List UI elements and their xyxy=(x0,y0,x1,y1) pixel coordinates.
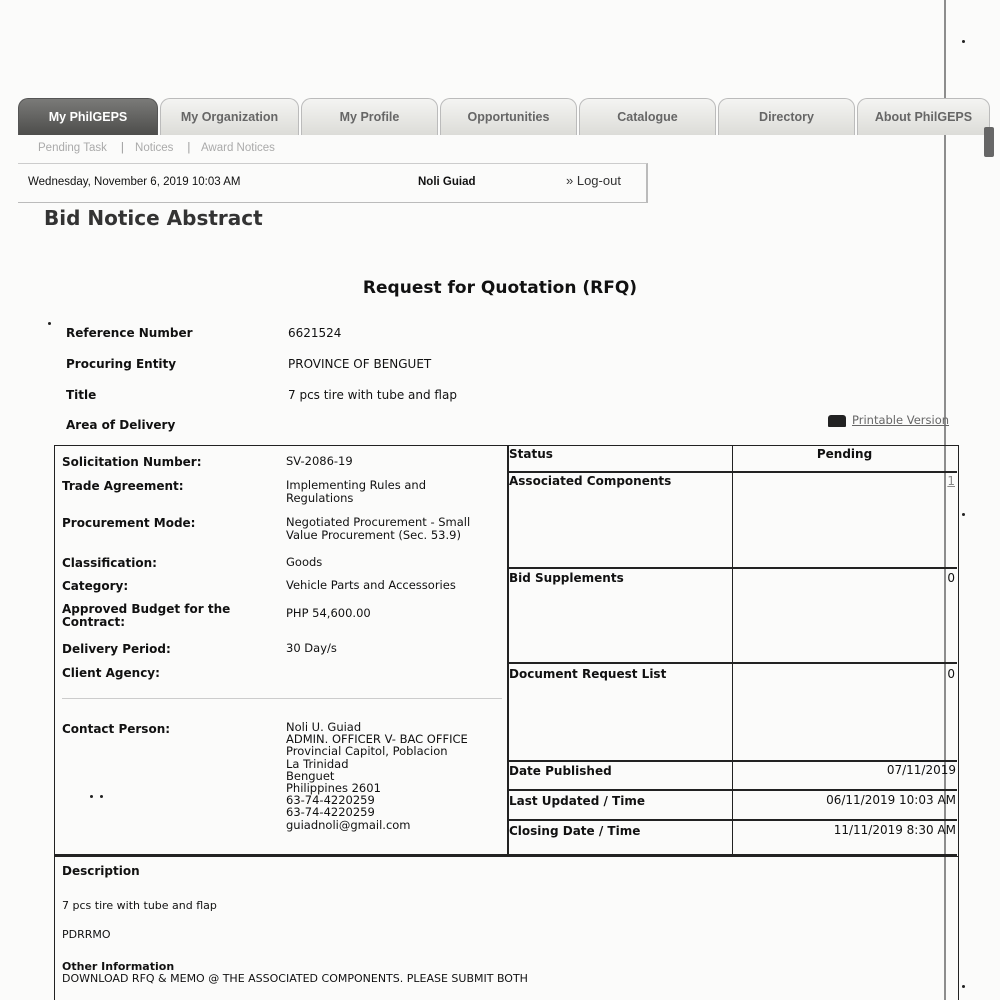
row-line xyxy=(507,567,957,569)
printable-version-link[interactable]: Printable Version xyxy=(852,413,950,427)
row-line xyxy=(507,760,957,762)
scan-speck xyxy=(962,985,965,988)
client-agency-label: Client Agency: xyxy=(62,666,160,680)
date-published-value: 07/11/2019 xyxy=(886,763,956,777)
scan-speck xyxy=(100,795,103,798)
dashed-divider xyxy=(62,698,502,699)
title-label: Title xyxy=(66,388,97,402)
bid-supplements-label: Bid Supplements xyxy=(509,571,624,585)
row-line xyxy=(507,819,957,821)
subnav-notices[interactable]: Notices xyxy=(135,142,174,154)
procuring-entity-value: PROVINCE OF BENGUET xyxy=(288,357,432,371)
description-text: 7 pcs tire with tube and flap xyxy=(62,899,217,912)
procuring-entity-label: Procuring Entity xyxy=(66,357,177,371)
subnav-award-notices[interactable]: Award Notices xyxy=(200,142,275,154)
tab-my-organization[interactable]: My Organization xyxy=(160,98,299,135)
closing-date-label: Closing Date / Time xyxy=(509,824,641,838)
main-tabs xyxy=(18,98,988,136)
scan-speck xyxy=(48,322,51,325)
tab-opportunities[interactable]: Opportunities xyxy=(440,98,577,135)
tab-about-philgeps[interactable]: About PhilGEPS xyxy=(857,98,990,135)
printable-version[interactable] xyxy=(828,413,949,427)
current-date: Wednesday, November 6, 2019 10:03 AM xyxy=(28,176,241,188)
approved-budget-value: PHP 54,600.00 xyxy=(286,606,371,620)
tab-my-profile[interactable]: My Profile xyxy=(301,98,438,135)
contact-person-value: Noli U. Guiad ADMIN. OFFICER V- BAC OFFICE Provincial Capitol, Poblacion La Trinidad Benguet Philippines 2601 63-74-4220259 63-74-4220259 guiadnoli@gmail.com xyxy=(286,720,468,832)
associated-components-label: Associated Components xyxy=(509,474,672,488)
solicitation-number-label: Solicitation Number: xyxy=(62,455,202,469)
subnav-pending-task[interactable]: Pending Task xyxy=(38,142,107,154)
procurement-mode-label: Procurement Mode: xyxy=(62,516,196,530)
classification-label: Classification: xyxy=(62,556,157,570)
reference-number-label: Reference Number xyxy=(66,326,193,340)
row-line xyxy=(507,789,957,791)
rfq-title: Request for Quotation (RFQ) xyxy=(362,278,638,298)
description-office: PDRRMO xyxy=(62,928,111,941)
category-value: Vehicle Parts and Accessories xyxy=(286,578,456,592)
title-value: 7 pcs tire with tube and flap xyxy=(288,388,457,402)
sub-navigation: Pending Task | Notices | Award Notices xyxy=(38,142,275,154)
status-value: Pending xyxy=(816,447,873,461)
classification-value: Goods xyxy=(286,555,323,569)
tab-my-philgeps[interactable]: My PhilGEPS xyxy=(18,98,158,135)
scrollbar-thumb[interactable] xyxy=(984,127,994,157)
user-name: Noli Guiad xyxy=(418,176,476,188)
solicitation-number-value: SV-2086-19 xyxy=(286,454,353,468)
delivery-period-label: Delivery Period: xyxy=(62,642,171,656)
scan-speck xyxy=(962,513,965,516)
last-updated-value: 06/11/2019 10:03 AM xyxy=(826,793,956,807)
area-of-delivery-label: Area of Delivery xyxy=(66,418,176,432)
right-column-divider xyxy=(732,445,733,855)
contact-person-label: Contact Person: xyxy=(62,722,171,736)
row-line xyxy=(507,662,957,664)
tab-catalogue[interactable]: Catalogue xyxy=(579,98,716,135)
date-published-label: Date Published xyxy=(509,764,612,778)
document-request-list-label: Document Request List xyxy=(509,667,667,681)
printer-icon xyxy=(828,415,846,427)
info-bar xyxy=(18,163,648,203)
closing-date-value: 11/11/2019 8:30 AM xyxy=(833,823,956,837)
trade-agreement-value: Implementing Rules and Regulations xyxy=(286,478,426,505)
other-information-label: Other Information xyxy=(62,960,175,973)
description-label: Description xyxy=(62,864,140,878)
document-request-list-value: 0 xyxy=(947,667,955,681)
trade-agreement-label: Trade Agreement: xyxy=(62,479,184,493)
logout-link[interactable]: » Log-out xyxy=(566,173,621,188)
url-strip xyxy=(0,0,1000,8)
procurement-mode-value: Negotiated Procurement - Small Value Procurement (Sec. 53.9) xyxy=(286,515,471,542)
associated-components-link[interactable]: 1 xyxy=(947,474,955,488)
approved-budget-label: Approved Budget for the Contract: xyxy=(62,602,231,629)
scan-speck xyxy=(90,795,93,798)
row-line xyxy=(507,471,957,473)
delivery-period-value: 30 Day/s xyxy=(286,641,337,655)
category-label: Category: xyxy=(62,579,129,593)
reference-number-value: 6621524 xyxy=(288,326,342,340)
status-label: Status xyxy=(509,447,553,461)
last-updated-label: Last Updated / Time xyxy=(509,794,645,808)
other-information-value: DOWNLOAD RFQ & MEMO @ THE ASSOCIATED COMPONENTS. PLEASE SUBMIT BOTH xyxy=(62,972,528,985)
page-title: Bid Notice Abstract xyxy=(44,206,263,230)
bid-supplements-value: 0 xyxy=(947,571,955,585)
scan-speck xyxy=(962,40,965,43)
tab-directory[interactable]: Directory xyxy=(718,98,855,135)
